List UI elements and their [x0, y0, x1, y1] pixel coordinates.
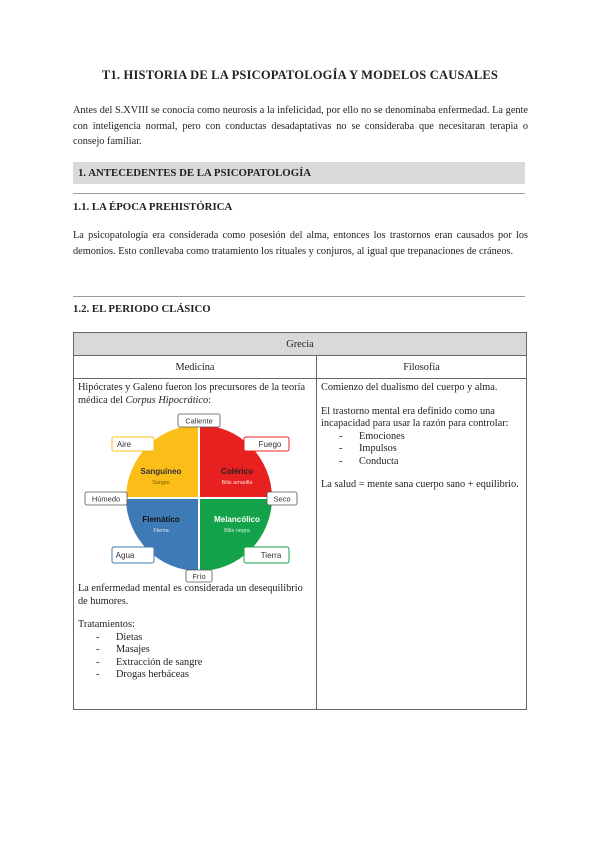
label-aire: Aire: [116, 440, 132, 449]
sublabel-melancolico: Bilis negra: [224, 528, 250, 534]
table-header: Grecia: [74, 333, 527, 356]
filosofia-cell: [317, 379, 527, 710]
label-agua: Agua: [115, 551, 135, 560]
sublabel-sanguineo: Sangre: [152, 480, 170, 486]
label-fuego: Fuego: [258, 440, 282, 449]
list-item: - Emociones: [339, 431, 522, 444]
list-item: - Drogas herbáceas: [96, 669, 312, 682]
intro-paragraph: Antes del S.XVIII se conocía como neurosis a la infelicidad, por ello no se denominaba enfermedad. La gente con inteligencia normal, pero con conductas desadaptativas no se consideraba que necesitaran terapia o consejo familiar.: [73, 105, 528, 147]
document-title: T1. HISTORIA DE LA PSICOPATOLOGÍA Y MODELOS CAUSALES: [101, 68, 499, 82]
quadrant-colerico: [199, 425, 272, 498]
four-humors-diagram: [81, 413, 303, 583]
divider: [73, 193, 525, 194]
label-seco: Seco: [273, 494, 291, 504]
medicina-intro: Hipócrates y Galeno fueron los precursores de la teoría médica del Corpus Hipocrático:: [78, 382, 306, 406]
salud-text: La salud = mente sana cuerpo sano + equilibrio.: [321, 479, 519, 490]
divider: [73, 296, 525, 297]
list-item: - Extracción de sangre: [96, 657, 312, 670]
section-heading: 1. ANTECEDENTES DE LA PSICOPATOLOGÍA: [73, 162, 525, 184]
subsection-heading-clasico: 1.2. EL PERIODO CLÁSICO: [73, 303, 211, 315]
label-caliente: Caliente: [185, 416, 213, 426]
label-sanguineo: Sanguíneo: [140, 467, 182, 476]
list-item: - Masajes: [96, 644, 312, 657]
dualismo-text: Comienzo del dualismo del cuerpo y alma.: [321, 382, 498, 393]
tratamientos-list: [78, 632, 312, 682]
label-tierra: Tierra: [260, 551, 282, 560]
label-colerico: Colérico: [220, 467, 254, 476]
enfermedad-text: La enfermedad mental es considerada un desequilibrio de humores.: [78, 583, 303, 607]
tratamientos-label: Tratamientos:: [78, 619, 135, 630]
medicina-cell: [74, 379, 317, 710]
list-item: - Conducta: [339, 456, 522, 469]
prehistoria-paragraph: La psicopatología era considerada como posesión del alma, entonces los trastornos eran causados por los demonios. Esto conllevaba como tratamiento los rituales y conjuros, al igual que trepanaciones de cráneos.: [73, 230, 528, 257]
sublabel-flematico: Flema: [153, 528, 169, 534]
label-frio: Frío: [192, 572, 206, 581]
quadrant-sanguineo: [126, 425, 199, 498]
sublabel-colerico: Bilis amarilla: [221, 480, 253, 486]
subsection-heading-prehistoria: 1.1. LA ÉPOCA PREHISTÓRICA: [73, 201, 233, 213]
label-flematico: Flemático: [142, 515, 180, 524]
trastorno-text: El trastorno mental era definido como una incapacidad para usar la razón para controlar:: [321, 405, 509, 429]
label-melancolico: Melancólico: [214, 515, 260, 524]
label-humedo: Húmedo: [91, 494, 121, 504]
control-list: [321, 431, 522, 469]
grecia-table: [73, 332, 527, 710]
list-item: - Dietas: [96, 632, 312, 645]
column-header-medicina: Medicina: [74, 356, 317, 379]
column-header-filosofia: Filosofía: [317, 356, 527, 379]
list-item: - Impulsos: [339, 443, 522, 456]
